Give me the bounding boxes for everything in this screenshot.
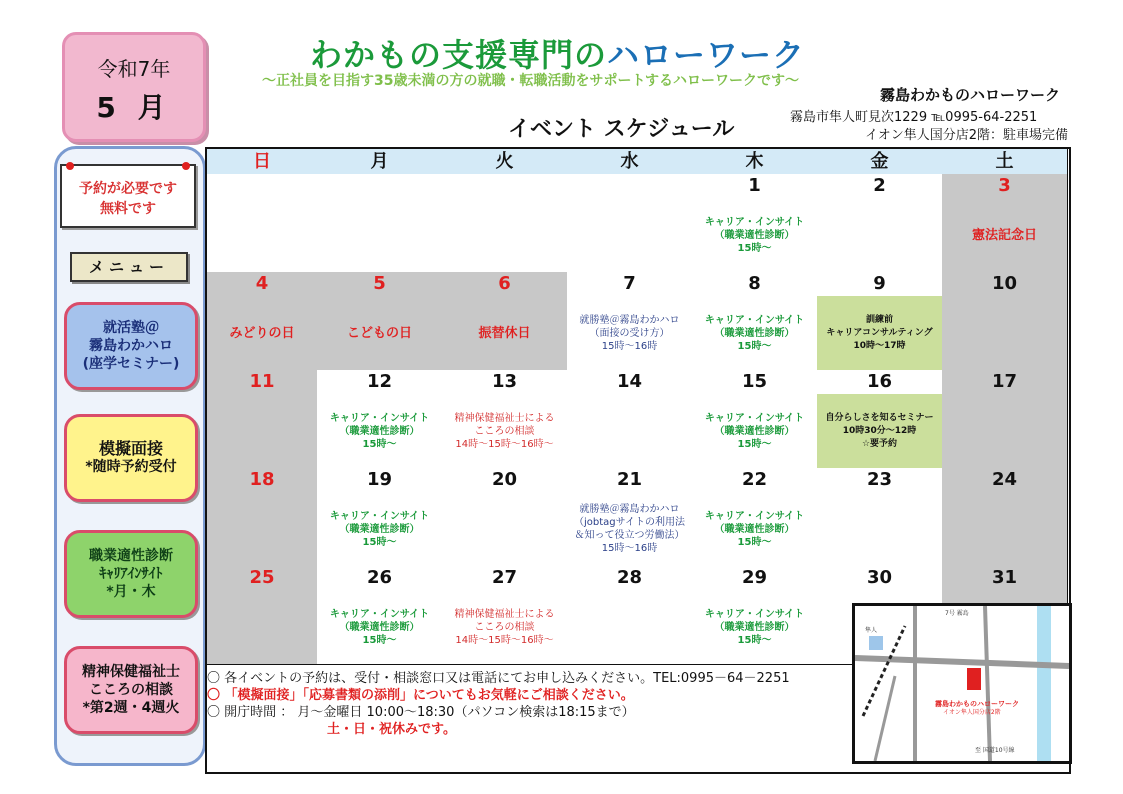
- day-number: 28: [567, 566, 693, 591]
- event-line: 訓練前: [865, 314, 893, 325]
- event-text: [347, 327, 412, 340]
- map-bottom-label: 至 国道10号線: [975, 747, 1015, 754]
- event-line: こころの相談: [474, 425, 535, 437]
- calendar-cell: [567, 394, 693, 469]
- calendar-event[interactable]: [317, 492, 443, 567]
- calendar-event[interactable]: [692, 492, 818, 567]
- calendar-event[interactable]: [692, 296, 818, 371]
- calendar-cell: [942, 492, 1068, 567]
- event-text: [574, 503, 685, 555]
- day-number: 25: [207, 566, 318, 591]
- event-text: [705, 510, 804, 549]
- calendar-event[interactable]: [567, 492, 693, 567]
- day-number: [207, 174, 318, 199]
- event-text: [455, 412, 555, 451]
- day-number: 3: [942, 174, 1068, 199]
- interview-line: *随時予約受付: [85, 459, 177, 475]
- day-number: 13: [442, 370, 568, 395]
- event-line: （職業適性診断）: [714, 523, 795, 535]
- calendar-event[interactable]: [692, 394, 818, 469]
- day-number: 27: [442, 566, 568, 591]
- event-line: 15時～: [737, 340, 772, 352]
- event-line: （職業適性診断）: [339, 425, 420, 437]
- era-year: 令和7年: [97, 57, 171, 81]
- event-line: （職業適性診断）: [339, 621, 420, 633]
- event-line: ＆知って役立つ労働法）: [574, 530, 685, 541]
- event-line: みどりの日: [229, 325, 295, 341]
- event-line: キャリア・インサイト: [704, 510, 805, 522]
- note-line1: 〇 各イベントの予約は、受付・相談窓口又は電話にてお申し込みください。TEL:0995－64－2251: [207, 671, 790, 686]
- event-line: 精神保健福祉士による: [454, 412, 555, 424]
- event-text: [825, 412, 933, 451]
- weekday-header: 水: [567, 149, 693, 175]
- day-number: 6: [442, 272, 568, 297]
- seminar-line: (座学セミナー): [82, 356, 180, 372]
- event-text: [705, 608, 804, 647]
- calendar-event[interactable]: [567, 296, 693, 371]
- pin-icon: [66, 162, 74, 170]
- event-line: （jobtagサイトの利用法: [574, 517, 685, 528]
- calendar-event[interactable]: [317, 296, 443, 371]
- day-number: 21: [567, 468, 693, 493]
- calendar-event[interactable]: [317, 590, 443, 665]
- org-name: 霧島わかものハローワーク: [880, 86, 1061, 104]
- day-number: [442, 174, 568, 199]
- mental-health-button[interactable]: [64, 646, 198, 734]
- mental-line: *第2週・4週火: [82, 700, 180, 716]
- calendar-cell: [942, 394, 1068, 469]
- calendar-event[interactable]: [817, 394, 943, 469]
- event-text: [455, 608, 555, 647]
- day-number: 5: [317, 272, 443, 297]
- event-line: 振替休日: [478, 325, 531, 341]
- calendar-cell: [317, 198, 443, 273]
- day-number: 14: [567, 370, 693, 395]
- seminar-line: 就活塾＠: [103, 320, 159, 336]
- calendar-event[interactable]: [817, 296, 943, 371]
- event-line: 15時～: [362, 438, 397, 450]
- event-line: キャリア・インサイト: [704, 608, 805, 620]
- calendar-cell: [817, 492, 943, 567]
- day-number: 11: [207, 370, 318, 395]
- day-number: 10: [942, 272, 1068, 297]
- address-line2: イオン隼人国分店2階：駐車場完備: [865, 128, 1068, 143]
- event-line: 憲法記念日: [971, 227, 1037, 243]
- day-number: 8: [692, 272, 818, 297]
- calendar-event[interactable]: [692, 590, 818, 665]
- event-text: [330, 412, 429, 451]
- calendar-event[interactable]: [942, 198, 1068, 273]
- day-number: 26: [317, 566, 443, 591]
- schedule-title: イベント スケジュール: [508, 117, 735, 142]
- mock-interview-button[interactable]: [64, 414, 198, 502]
- aptitude-test-button[interactable]: [64, 530, 198, 618]
- event-text: [705, 412, 804, 451]
- event-text: [580, 314, 680, 353]
- aptitude-line: ｷｬﾘｱｲﾝｻｲﾄ: [99, 566, 163, 582]
- month-label: 5 月: [96, 91, 172, 124]
- event-line: 15時～16時: [601, 340, 658, 352]
- calendar-cell: [207, 492, 318, 567]
- day-number: 22: [692, 468, 818, 493]
- reserve-note: [60, 164, 196, 228]
- day-number: 19: [317, 468, 443, 493]
- subtitle: ～正社員を目指す35歳未満の方の就職・転職活動をサポートするハローワークです～: [262, 73, 800, 89]
- event-line: 精神保健福祉士による: [454, 608, 555, 620]
- day-number: 29: [692, 566, 818, 591]
- day-number: [567, 174, 693, 199]
- day-number: 18: [207, 468, 318, 493]
- reserve-line1: 予約が必要です: [79, 181, 177, 197]
- event-text: [478, 327, 530, 340]
- calendar-event[interactable]: [442, 394, 568, 469]
- event-text: [705, 314, 804, 353]
- mental-line: こころの相談: [89, 682, 173, 698]
- calendar-cell: [207, 394, 318, 469]
- calendar-cell: [207, 590, 318, 665]
- event-line: キャリアコンサルティング: [826, 327, 933, 338]
- calendar-event[interactable]: [692, 198, 818, 273]
- month-badge: [62, 32, 206, 142]
- event-line: 15時～: [737, 242, 772, 254]
- event-line: （職業適性診断）: [714, 229, 795, 241]
- map-shop-label: 霧島わかものハローワーク: [935, 700, 1019, 708]
- day-number: 17: [942, 370, 1068, 395]
- event-line: キャリア・インサイト: [329, 412, 430, 424]
- weekday-header: 土: [942, 149, 1068, 175]
- day-number: 31: [942, 566, 1068, 591]
- weekday-header: 月: [317, 149, 443, 175]
- aptitude-line: *月・木: [106, 584, 156, 600]
- day-number: 20: [442, 468, 568, 493]
- event-line: 15時～: [362, 634, 397, 646]
- day-number: 1: [692, 174, 818, 199]
- mental-line: 精神保健福祉士: [82, 664, 180, 680]
- event-line: キャリア・インサイト: [329, 608, 430, 620]
- event-line: キャリア・インサイト: [704, 314, 805, 326]
- title-part1: わかもの支援専門の: [310, 36, 608, 74]
- calendar-cell: [567, 198, 693, 273]
- calendar-cell: [567, 590, 693, 665]
- reserve-line2: 無料です: [100, 201, 156, 217]
- day-number: 30: [817, 566, 943, 591]
- event-line: 10時30分～12時: [842, 425, 917, 436]
- event-text: [972, 229, 1037, 242]
- event-line: 14時～15時～16時～: [455, 634, 554, 646]
- event-line: 就勝塾＠霧島わかハロ: [579, 314, 680, 326]
- event-line: 15時～: [737, 438, 772, 450]
- calendar-event[interactable]: [317, 394, 443, 469]
- event-line: ☆要予約: [861, 438, 898, 449]
- event-line: 10時～17時: [853, 340, 906, 351]
- calendar-cell: [442, 198, 568, 273]
- event-text: [826, 314, 932, 353]
- event-line: 自分らしさを知るセミナー: [825, 412, 934, 423]
- map-drawing: [855, 606, 1069, 761]
- seminar-line: 霧島わかハロ: [89, 338, 173, 354]
- day-number: 23: [817, 468, 943, 493]
- event-text: [705, 216, 804, 255]
- event-line: 14時～15時～16時～: [455, 438, 554, 450]
- event-line: 就勝塾＠霧島わかハロ: [579, 504, 680, 515]
- address-line1: 霧島市隼人町見次1229 ℡0995-64-2251: [790, 110, 1038, 125]
- access-map: [852, 603, 1072, 764]
- weekday-header: 日: [207, 149, 318, 175]
- calendar-cell: [817, 198, 943, 273]
- interview-line: 模擬面接: [98, 439, 163, 458]
- day-number: 16: [817, 370, 943, 395]
- calendar-event[interactable]: [207, 296, 318, 371]
- day-number: 9: [817, 272, 943, 297]
- event-line: キャリア・インサイト: [704, 216, 805, 228]
- calendar-cell: [207, 198, 318, 273]
- event-line: 15時～16時: [601, 543, 658, 554]
- event-line: こどもの日: [346, 325, 412, 341]
- day-number: 2: [817, 174, 943, 199]
- day-number: 4: [207, 272, 318, 297]
- event-text: [330, 608, 429, 647]
- event-text: [229, 327, 294, 340]
- menu-label: メニュー: [70, 252, 188, 282]
- day-number: 24: [942, 468, 1068, 493]
- event-line: （職業適性診断）: [714, 621, 795, 633]
- event-line: （面接の受け方）: [589, 327, 670, 339]
- calendar-event[interactable]: [442, 590, 568, 665]
- weekday-header: 木: [692, 149, 818, 175]
- event-line: 15時～: [737, 634, 772, 646]
- day-number: 7: [567, 272, 693, 297]
- weekday-header: 火: [442, 149, 568, 175]
- event-line: （職業適性診断）: [339, 523, 420, 535]
- event-line: 15時～: [737, 536, 772, 548]
- shop-marker: [967, 668, 981, 690]
- day-number: [317, 174, 443, 199]
- map-road-label: 7号 霧島: [945, 610, 969, 617]
- calendar-event[interactable]: [442, 296, 568, 371]
- title-part2: ハローワーク: [607, 36, 806, 74]
- event-line: （職業適性診断）: [714, 425, 795, 437]
- event-line: キャリア・インサイト: [704, 412, 805, 424]
- aptitude-line: 職業適性診断: [89, 548, 173, 564]
- note-line4: 土・日・祝休みです。: [327, 722, 456, 737]
- note-line3: 〇 開庁時間 ： 月～金曜日 10:00～18:30（パソコン検索は18:15まで）: [207, 705, 635, 720]
- note-line2: 〇 「模擬面接」「応募書類の添削」についてもお気軽にご相談ください。: [207, 688, 634, 703]
- notes: [207, 670, 847, 738]
- calendar-cell: [942, 296, 1068, 371]
- event-line: 15時～: [362, 536, 397, 548]
- map-shop-sub: イオン隼人国分店2階: [943, 709, 1001, 716]
- calendar-cell: [442, 492, 568, 567]
- day-number: 15: [692, 370, 818, 395]
- day-number: 12: [317, 370, 443, 395]
- event-text: [330, 510, 429, 549]
- event-line: （職業適性診断）: [714, 327, 795, 339]
- map-station-label: 隼人: [865, 627, 878, 634]
- seminar-button[interactable]: [64, 302, 198, 390]
- event-line: こころの相談: [474, 621, 535, 633]
- event-line: キャリア・インサイト: [329, 510, 430, 522]
- weekday-header: 金: [817, 149, 943, 175]
- pin-icon: [182, 162, 190, 170]
